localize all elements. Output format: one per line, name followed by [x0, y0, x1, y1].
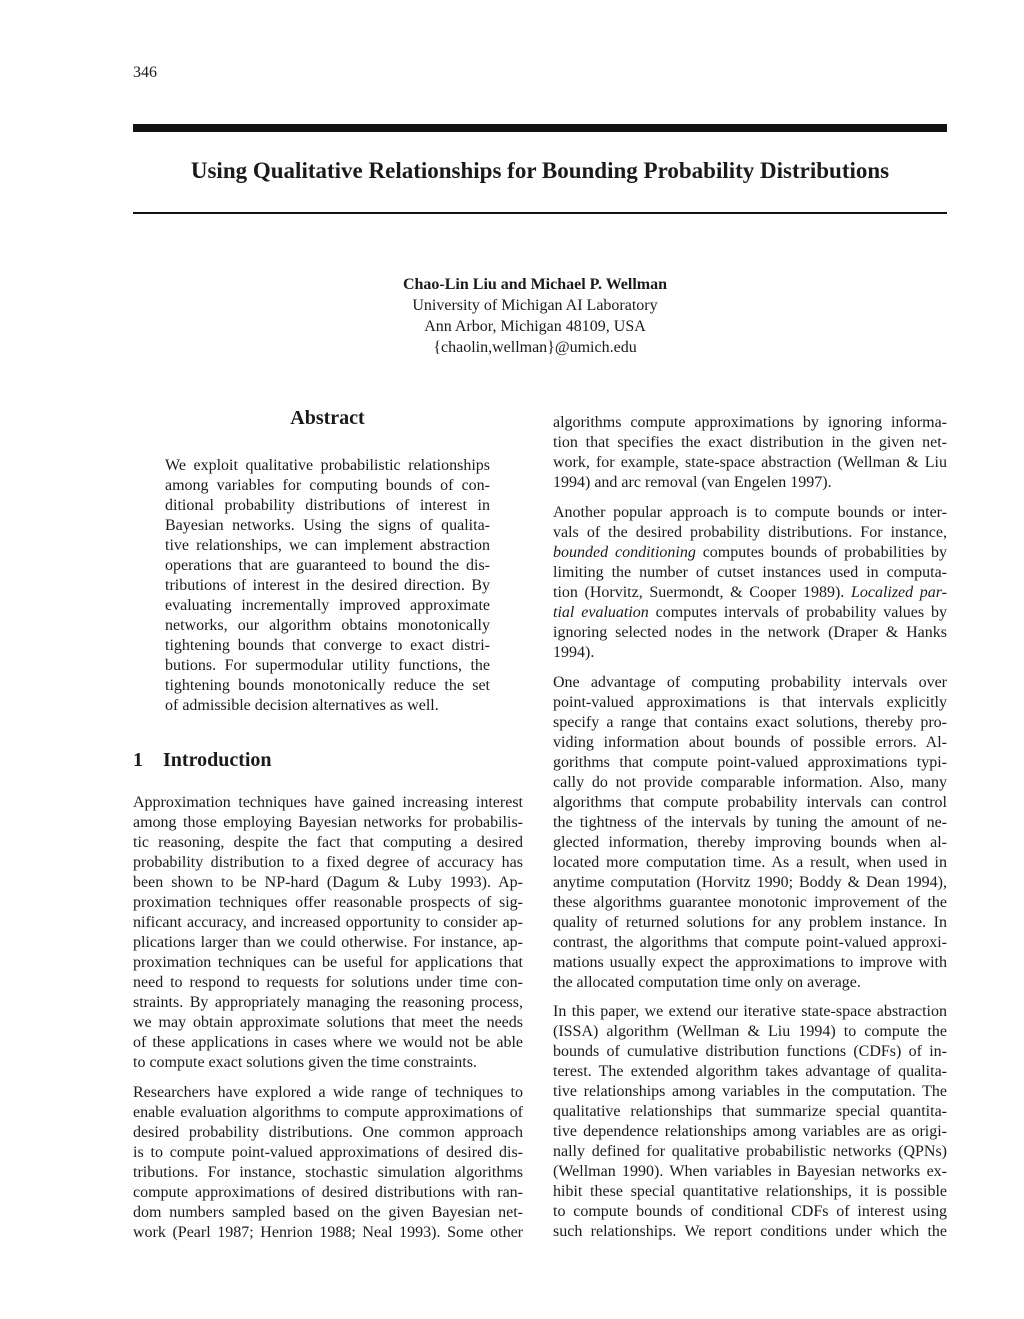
text-line	[165, 656, 490, 676]
text-line	[165, 536, 490, 556]
text-line	[553, 503, 947, 523]
text-segment: specify a range that contains exact solutions, thereby pro-	[553, 714, 947, 731]
text-segment: operations that are guaranteed to bound the dis-	[165, 557, 490, 574]
text-segment: point-valued approximations is that intervals explicitly	[553, 694, 947, 711]
text-segment: cally do not provide comparable information. Also, many	[553, 774, 947, 791]
text-line	[553, 1102, 947, 1122]
text-segment: ignoring selected nodes in the network (Draper & Hanks	[553, 624, 947, 641]
text-segment: ditional probability distributions of interest in	[165, 497, 490, 514]
body-paragraph	[133, 1083, 523, 1243]
text-line	[133, 813, 523, 833]
text-segment: among variables for computing bounds of con-	[165, 477, 490, 494]
text-segment: proximation techniques offer reasonable prospects of sig-	[133, 894, 523, 911]
text-line	[553, 693, 947, 713]
text-segment: proximation techniques can be useful for applications that	[133, 954, 523, 971]
body-paragraph	[553, 503, 947, 663]
text-segment: viding information about bounds of possible errors. Al-	[553, 734, 947, 751]
text-segment: hibit these special quantitative relationships, it is possible	[553, 1183, 947, 1200]
text-segment: work (Pearl 1987; Henrion 1988; Neal 1993). Some other	[133, 1224, 523, 1241]
text-line	[165, 496, 490, 516]
text-line	[553, 563, 947, 583]
text-segment: bounds of cumulative distribution functions (CDFs) of in-	[553, 1043, 947, 1060]
text-segment: gorithms that compute point-valued approximations typi-	[553, 754, 947, 771]
text-segment: nally defined for qualitative probabilistic networks (QPNs)	[553, 1143, 947, 1160]
italic-term: bounded conditioning	[553, 544, 696, 561]
text-line	[165, 596, 490, 616]
text-segment: work, for example, state-space abstraction (Wellman & Liu	[553, 454, 947, 471]
text-segment: such relationships. We report conditions under which the	[553, 1223, 947, 1240]
text-line	[133, 1183, 523, 1203]
author-address: Ann Arbor, Michigan 48109, USA	[424, 318, 646, 335]
text-line	[553, 893, 947, 913]
section-title: Introduction	[163, 749, 272, 771]
text-segment: of these applications in cases where we would not be able	[133, 1034, 523, 1051]
text-segment: Approximation techniques have gained increasing interest	[133, 794, 523, 811]
text-segment: is to compute point-valued approximations of desired dis-	[133, 1144, 523, 1161]
text-line	[553, 583, 947, 603]
text-segment: limiting the number of cutset instances used in computa-	[553, 564, 947, 581]
text-line	[553, 713, 947, 733]
text-line	[553, 1182, 947, 1202]
text-segment: qualitative relationships that summarize special quantita-	[553, 1103, 947, 1120]
text-line	[165, 696, 490, 716]
text-segment: we may obtain approximate solutions that meet the needs	[133, 1014, 523, 1031]
text-segment: the tightness of the intervals by tuning the amount of ne-	[553, 814, 947, 831]
text-segment: quality of returned solutions for any problem instance. In	[553, 914, 947, 931]
text-line	[553, 1162, 947, 1182]
text-line	[133, 1143, 523, 1163]
text-segment: to compute exact solutions given the time constraints.	[133, 1054, 477, 1071]
body-paragraph	[553, 673, 947, 993]
text-line	[553, 1062, 947, 1082]
text-segment: 1994) and arc removal (van Engelen 1997).	[553, 474, 832, 491]
paper-title: Using Qualitative Relationships for Bounding Probability Distributions	[190, 158, 890, 183]
text-segment: networks, our algorithm obtains monotonically	[165, 617, 490, 634]
text-line	[553, 1082, 947, 1102]
text-line	[553, 773, 947, 793]
text-line	[553, 833, 947, 853]
text-line	[165, 636, 490, 656]
italic-term: tial evaluation	[553, 604, 649, 621]
text-line	[553, 753, 947, 773]
text-line	[133, 1223, 523, 1243]
text-line	[133, 933, 523, 953]
text-line	[133, 953, 523, 973]
text-line	[553, 1222, 947, 1242]
text-segment: algorithms that compute probability intervals can control	[553, 794, 947, 811]
text-line	[553, 913, 947, 933]
text-segment: tive dependence relationships among variables are as origi-	[553, 1123, 947, 1140]
page-number: 346	[133, 64, 157, 81]
text-segment: plications larger than we could otherwise. For instance, ap-	[133, 934, 523, 951]
text-segment: the allocated computation time only on average.	[553, 974, 861, 991]
text-line	[133, 1103, 523, 1123]
text-line	[553, 473, 947, 493]
text-segment: (ISSA) algorithm (Wellman & Liu 1994) to compute the	[553, 1023, 947, 1040]
text-segment: tive relationships, we can implement abstraction	[165, 537, 490, 554]
text-segment: enable evaluation algorithms to compute approximations of	[133, 1104, 523, 1121]
section-number: 1	[133, 749, 143, 771]
text-line	[553, 973, 947, 993]
text-segment: probability distribution to a fixed degree of accuracy has	[133, 854, 523, 871]
text-line	[133, 873, 523, 893]
text-segment: (Wellman 1990). When variables in Bayesian networks ex-	[553, 1163, 947, 1180]
abstract-paragraph	[165, 456, 490, 716]
text-line	[165, 476, 490, 496]
header-rule-thin	[133, 212, 947, 214]
text-segment: among those employing Bayesian networks for probabilis-	[133, 814, 523, 831]
text-segment: Another popular approach is to compute bounds or inter-	[553, 504, 947, 521]
text-segment: straints. By appropriately managing the reasoning process,	[133, 994, 523, 1011]
text-line	[133, 993, 523, 1013]
text-line	[165, 576, 490, 596]
text-line	[133, 853, 523, 873]
text-segment: compute approximations of desired distributions with ran-	[133, 1184, 523, 1201]
author-names: Chao-Lin Liu and Michael P. Wellman	[402, 276, 668, 293]
text-line	[553, 673, 947, 693]
text-segment: these algorithms guarantee monotonic improvement of the	[553, 894, 947, 911]
text-line	[553, 603, 947, 623]
text-line	[553, 1042, 947, 1062]
author-email: {chaolin,wellman}@umich.edu	[433, 339, 637, 356]
text-segment: contrast, the algorithms that compute point-valued approxi-	[553, 934, 947, 951]
text-line	[553, 1142, 947, 1162]
text-segment: tion (Horvitz, Suermondt, & Cooper 1989).	[553, 584, 851, 601]
text-line	[133, 1033, 523, 1053]
text-line	[553, 733, 947, 753]
text-line	[553, 623, 947, 643]
text-line	[133, 1203, 523, 1223]
text-segment: computes intervals of probability values by	[648, 604, 948, 621]
text-line	[133, 973, 523, 993]
text-segment: been shown to be NP-hard (Dagum & Luby 1993). Ap-	[133, 874, 523, 891]
text-segment: tic reasoning, despite the fact that computing a desired	[133, 834, 523, 851]
text-segment: dom numbers sampled based on the given Bayesian net-	[133, 1204, 523, 1221]
text-line	[553, 413, 947, 433]
text-segment: tributions. For instance, stochastic simulation algorithms	[133, 1164, 523, 1181]
header-rule-thick	[133, 124, 947, 132]
text-line	[553, 1002, 947, 1022]
text-segment: tightening bounds that converge to exact distri-	[165, 637, 490, 654]
text-line	[133, 1083, 523, 1103]
text-line	[165, 556, 490, 576]
text-segment: tive relationships among variables in the computation. The	[553, 1083, 947, 1100]
text-segment: mations usually expect the approximations to improve with	[553, 954, 947, 971]
text-segment: of admissible decision alternatives as well.	[165, 697, 439, 714]
text-line	[553, 523, 947, 543]
text-line	[553, 813, 947, 833]
author-affiliation: University of Michigan AI Laboratory	[412, 297, 658, 314]
text-line	[165, 456, 490, 476]
text-line	[553, 453, 947, 473]
text-line	[133, 793, 523, 813]
text-segment: tion that specifies the exact distribution in the given net-	[553, 434, 947, 451]
text-line	[553, 853, 947, 873]
text-segment: algorithms compute approximations by ignoring informa-	[553, 414, 947, 431]
text-segment: to compute bounds of conditional CDFs of interest using	[553, 1203, 947, 1220]
text-segment: Bayesian networks. Using the signs of qualita-	[165, 517, 490, 534]
text-segment: tributions of interest in the desired direction. By	[165, 577, 490, 594]
text-line	[133, 1013, 523, 1033]
text-line	[553, 543, 947, 563]
text-segment: evaluating incrementally improved approximate	[165, 597, 490, 614]
text-line	[165, 676, 490, 696]
text-segment: We exploit qualitative probabilistic relationships	[165, 457, 490, 474]
italic-term: Localized par-	[850, 584, 948, 601]
text-line	[553, 1202, 947, 1222]
text-line	[165, 616, 490, 636]
text-segment: 1994).	[553, 644, 595, 661]
text-segment: desired probability distributions. One common approach	[133, 1124, 523, 1141]
text-line	[553, 793, 947, 813]
text-line	[133, 1163, 523, 1183]
text-segment: located more computation time. As a result, when used in	[553, 854, 947, 871]
text-segment: In this paper, we extend our iterative state-space abstraction	[553, 1003, 947, 1020]
text-segment: tightening bounds monotonically reduce the set	[165, 677, 490, 694]
body-paragraph	[133, 793, 523, 1073]
text-line	[553, 953, 947, 973]
text-segment: nificant accuracy, and increased opportunity to consider ap-	[133, 914, 523, 931]
text-line	[165, 516, 490, 536]
section-heading-introduction	[133, 749, 272, 772]
author-block	[335, 274, 735, 358]
body-paragraph	[553, 413, 947, 493]
text-segment: computes bounds of probabilities by	[695, 544, 947, 561]
text-line	[553, 873, 947, 893]
text-segment: butions. For supermodular utility functions, the	[165, 657, 490, 674]
text-segment: terest. The extended algorithm takes advantage of qualita-	[553, 1063, 947, 1080]
text-segment: Researchers have explored a wide range of techniques to	[133, 1084, 523, 1101]
text-line	[133, 833, 523, 853]
text-line	[553, 1122, 947, 1142]
text-line	[133, 1053, 523, 1073]
abstract-heading: Abstract	[290, 407, 365, 429]
text-line	[553, 1022, 947, 1042]
body-paragraph	[553, 1002, 947, 1242]
text-line	[133, 913, 523, 933]
text-line	[553, 433, 947, 453]
text-segment: need to respond to requests for solutions under time con-	[133, 974, 523, 991]
text-segment: glected information, thereby improving bounds when al-	[553, 834, 947, 851]
text-segment: vals of the desired probability distributions. For instance,	[553, 524, 947, 541]
text-line	[553, 643, 947, 663]
text-line	[133, 1123, 523, 1143]
text-line	[553, 933, 947, 953]
text-segment: anytime computation (Horvitz 1990; Boddy & Dean 1994),	[553, 874, 947, 891]
text-segment: One advantage of computing probability intervals over	[553, 674, 947, 691]
text-line	[133, 893, 523, 913]
